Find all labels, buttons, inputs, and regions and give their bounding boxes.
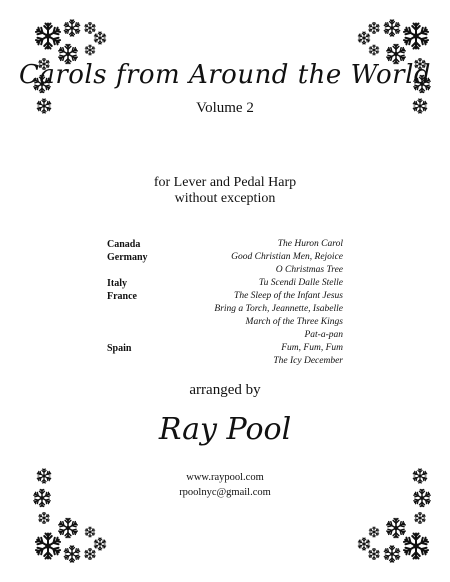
country-label: Spain bbox=[107, 343, 132, 354]
song-title: Pat-a-pan bbox=[304, 330, 343, 340]
song-title: Good Christian Men, Rejoice bbox=[231, 252, 343, 262]
instrumentation-line: for Lever and Pedal Harp bbox=[153, 175, 297, 190]
arranger-name: Ray Pool bbox=[158, 412, 292, 447]
email-text: rpoolnyc@gmail.com bbox=[179, 487, 271, 498]
volume-label: Volume 2 bbox=[196, 100, 254, 116]
song-title: O Christmas Tree bbox=[275, 265, 343, 275]
song-title: The Icy December bbox=[273, 356, 343, 366]
song-list bbox=[153, 238, 343, 368]
song-title: March of the Three Kings bbox=[245, 317, 343, 327]
document-title: Carols from Around the World bbox=[18, 60, 432, 90]
instrumentation-line: without exception bbox=[174, 191, 276, 206]
instrumentation bbox=[0, 175, 450, 207]
contact-info bbox=[0, 470, 450, 500]
song-title: Fum, Fum, Fum bbox=[281, 343, 343, 353]
song-title: The Huron Carol bbox=[277, 239, 343, 249]
arranged-by-label: arranged by bbox=[189, 382, 261, 398]
country-label: Germany bbox=[107, 252, 148, 263]
website-text: www.raypool.com bbox=[186, 472, 264, 483]
song-title: Bring a Torch, Jeannette, Isabelle bbox=[214, 304, 343, 314]
country-label: France bbox=[107, 291, 137, 302]
country-label: Canada bbox=[107, 239, 141, 250]
song-title: The Sleep of the Infant Jesus bbox=[234, 291, 343, 301]
country-label: Italy bbox=[107, 278, 127, 289]
song-title: Tu Scendi Dalle Stelle bbox=[258, 278, 343, 288]
